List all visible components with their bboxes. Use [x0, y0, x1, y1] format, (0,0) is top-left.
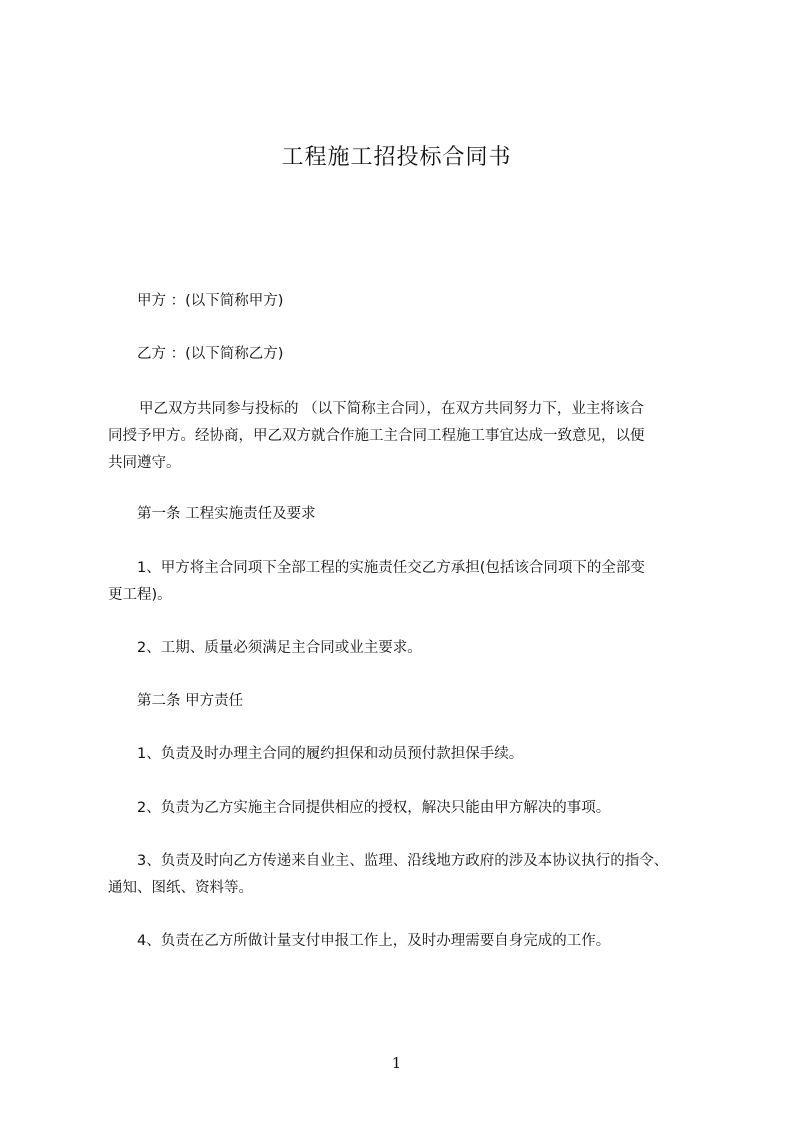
article-2-item-3-line-1: 3、负责及时向乙方传递来自业主、监理、沿线地方政府的涉及本协议执行的指令、 — [137, 853, 669, 869]
intro-line-1: 甲乙双方共同参与投标的 （以下简称主合同），在双方共同努力下，业主将该合 — [139, 401, 644, 417]
article-2-item-4: 4、负责在乙方所做计量支付申报工作上，及时办理需要自身完成的工作。 — [137, 933, 611, 949]
article-1-item-1-line-2: 更工程)。 — [108, 587, 172, 603]
article-2-item-3-line-2: 通知、图纸、资料等。 — [108, 880, 253, 896]
party-b-line: 乙方 ：(以下简称乙方) — [137, 346, 284, 362]
article-1-item-2: 2、工期、质量必须满足主合同或业主要求。 — [137, 640, 422, 656]
article-2-item-2: 2、负责为乙方实施主合同提供相应的授权，解决只能由甲方解决的事项。 — [137, 800, 611, 816]
article-1-item-1-line-1: 1、甲方将主合同项下全部工程的实施责任交乙方承担(包括该合同项下的全部变 — [137, 560, 645, 576]
page-number: 1 — [391, 1054, 402, 1072]
document-title: 工程施工招投标合同书 — [281, 145, 512, 170]
intro-line-2: 同授予甲方。经协商，甲乙双方就合作施工主合同工程施工事宜达成一致意见，以便 — [108, 428, 645, 444]
intro-line-3: 共同遵守。 — [108, 455, 181, 471]
party-a-line: 甲方 ：(以下简称甲方) — [137, 293, 284, 309]
article-2-item-1: 1、负责及时办理主合同的履约担保和动员预付款担保手续。 — [137, 746, 524, 762]
article-2-heading: 第二条 甲方责任 — [137, 693, 244, 709]
article-1-heading: 第一条 工程实施责任及要求 — [137, 506, 316, 522]
